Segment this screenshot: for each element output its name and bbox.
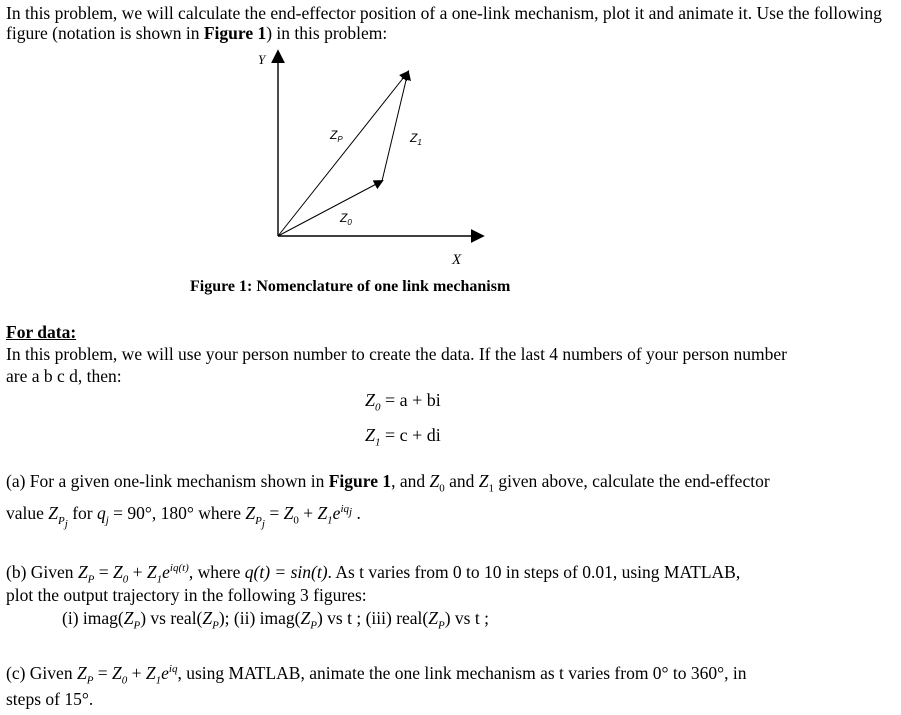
x-label: X — [452, 252, 462, 268]
part-a-line-2: value $Z_{P_j}$ for $q_j = 90^\circ$, 180° where $Z_{P_j} = Z_0 + Z_1e^{iq_j}$ . — [6, 503, 361, 530]
part-b-line-1: (b) Given $Z_P = Z_0 + Z_1e^{iq(t)}$, where q(t) = sin(t). As t varies from 0 to 10 in steps of 0.01, using MATLAB, — [6, 562, 741, 586]
y-label: Y — [258, 52, 266, 67]
mechanism-figure — [240, 44, 500, 274]
data-line-2: are a b c d, then: — [6, 366, 122, 386]
intro-line-1: In this problem, we will calculate the end-effector position of a one-link mechanism, plot it and animate it. Use the following — [6, 3, 882, 23]
part-b-line-3: (i) $imag(Z_P)$ vs $real(Z_P)$; (ii) $imag(Z_P)$ vs t ; (iii) $real(Z_P)$ vs t ; — [62, 608, 489, 632]
figure-ref: Figure 1 — [203, 23, 267, 43]
part-c-line-1: (c) Given $Z_P = Z_0 + Z_1e^{iq}$, using MATLAB, animate the one link mechanism as t varies from 0° to 360°, in — [6, 663, 747, 687]
z1-label: $Z_1$ — [410, 131, 422, 147]
equation-z0: $Z_0 = a$ + bi — [365, 390, 441, 414]
part-a-line-1: (a) For a given one-link mechanism shown in Figure 1, and $Z_0$ and $Z_1$ given above, calculate the end-effector — [6, 471, 770, 495]
data-line-1: In this problem, we will use your person number to create the data. If the last 4 numbers of your person number — [6, 344, 787, 364]
equation-z1: $Z_1 = c$ + di — [365, 425, 441, 449]
part-b-line-2: plot the output trajectory in the following 3 figures: — [6, 585, 367, 605]
data-heading: For data: — [6, 322, 77, 342]
intro-text-end: ) in this problem: — [266, 23, 388, 43]
zp-label: $Z_P$ — [330, 128, 343, 144]
part-c-line-2: steps of 15°. — [6, 689, 94, 709]
z0-label: $Z_0$ — [340, 211, 352, 227]
intro-line-2 — [6, 22, 387, 44]
z0-vector — [278, 181, 382, 236]
intro-text: figure (notation is shown in — [6, 23, 204, 43]
figure-caption: Figure 1: Nomenclature of one link mechanism — [190, 278, 511, 295]
